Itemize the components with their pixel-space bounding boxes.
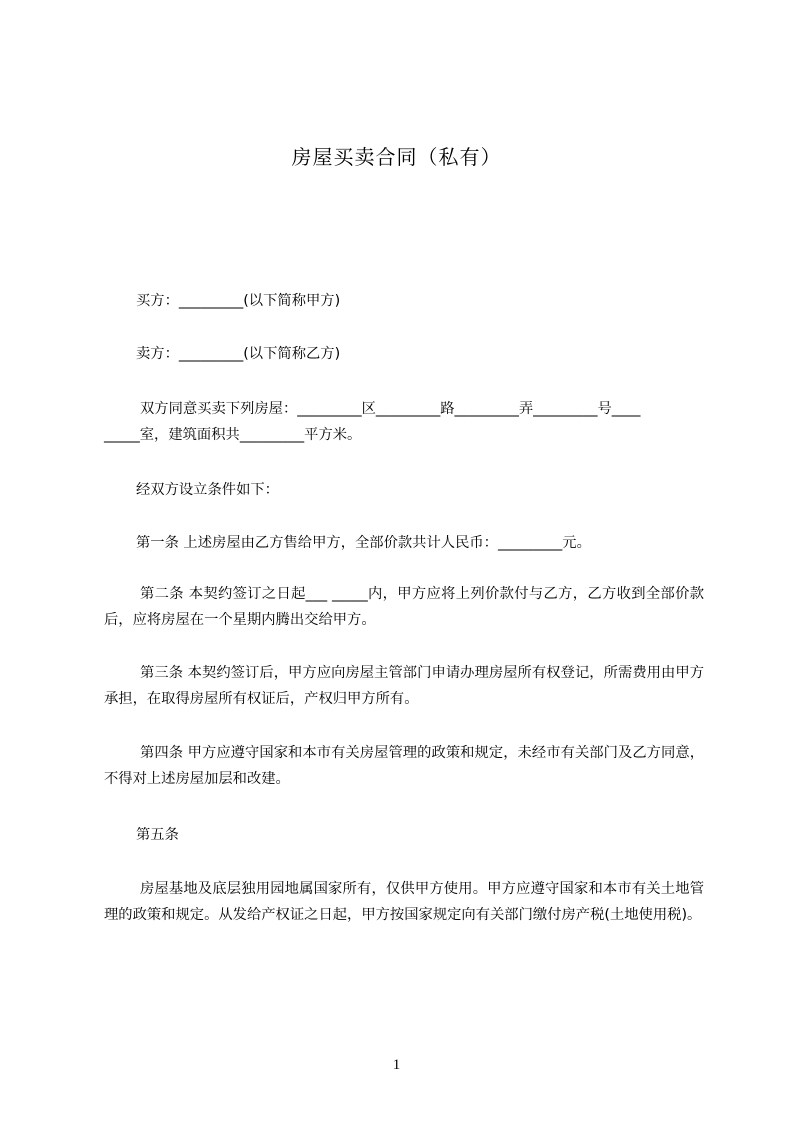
- article-2: 第二条 本契约签订之日起___ _____内，甲方应将上列价款付与乙方，乙方收到全部价款后，应将房屋在一个星期内腾出交给甲方。: [104, 586, 704, 628]
- property-line-2: _____室，建筑面积共_________平方米。: [104, 427, 362, 443]
- buyer-line: 买方：_________(以下简称甲方): [136, 293, 341, 309]
- seller-line: 卖方：_________(以下简称乙方): [136, 346, 341, 362]
- document-title: 房屋买卖合同（私有）: [291, 145, 502, 169]
- page-number: 1: [392, 1057, 401, 1073]
- property-line-1: 双方同意买卖下列房屋：_________区_________路_________弄_________号____: [140, 401, 641, 417]
- article-5-body: 房屋基地及底层独用园地属国家所有，仅供甲方使用。甲方应遵守国家和本市有关土地管理的政策和规定。从发给产权证之日起，甲方按国家规定向有关部门缴付房产税(土地使用税)。: [104, 881, 704, 923]
- conditions-intro: 经双方设立条件如下：: [136, 482, 279, 498]
- article-4: 第四条 甲方应遵守国家和本市有关房屋管理的政策和规定，未经市有关部门及乙方同意，不得对上述房屋加层和改建。: [104, 745, 704, 787]
- article-3: 第三条 本契约签订后，甲方应向房屋主管部门申请办理房屋所有权登记，所需费用由甲方承担，在取得房屋所有权证后，产权归甲方所有。: [104, 665, 704, 707]
- article-1: 第一条 上述房屋由乙方售给甲方，全部价款共计人民币：_________元。: [136, 535, 591, 551]
- article-5-heading: 第五条: [136, 827, 179, 843]
